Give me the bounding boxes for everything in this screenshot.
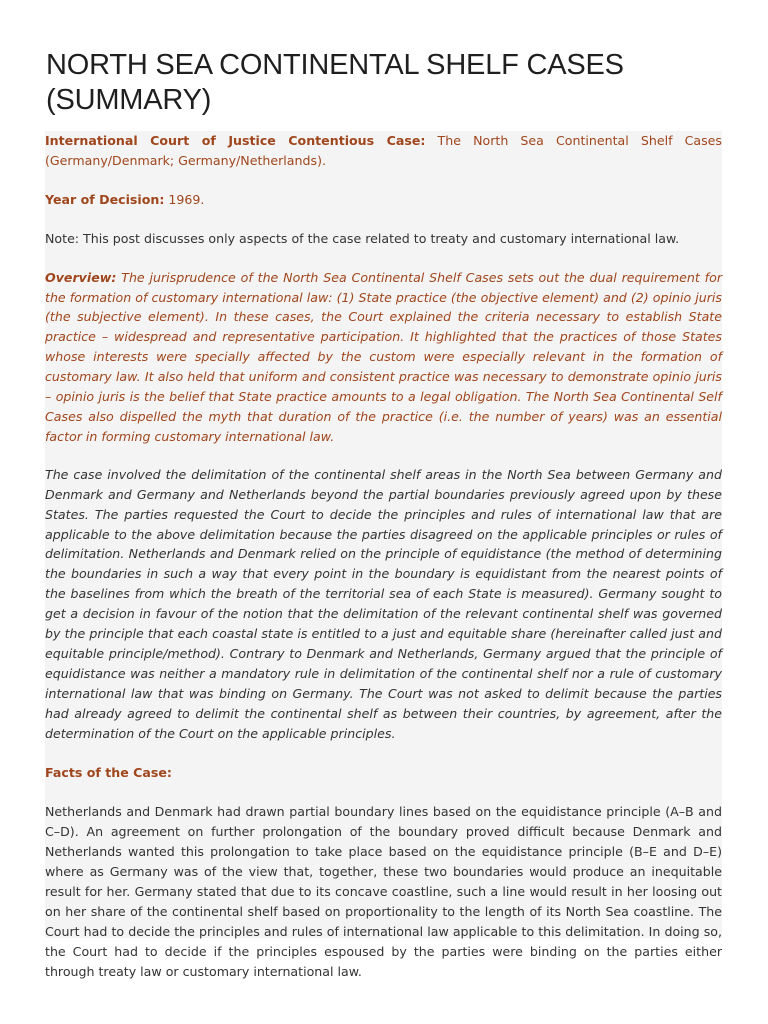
page-title: NORTH SEA CONTINENTAL SHELF CASES (SUMMARY) (46, 49, 624, 116)
year-text: 1969. (164, 191, 205, 207)
year-paragraph (45, 190, 722, 210)
court-label: International Court of Justice Contentious Case: (45, 133, 426, 148)
facts-heading: Facts of the Case: (45, 765, 172, 781)
facts-heading-paragraph (45, 763, 722, 783)
year-label: Year of Decision: (45, 191, 165, 207)
overview-paragraph (45, 268, 722, 447)
court-text: The North Sea Continental Shelf Cases (Germany/Denmark; Germany/Netherlands). (45, 133, 722, 168)
background-paragraph: The case involved the delimitation of the continental shelf areas in the North Sea between Germany and Denmark and Germany and Netherlands beyond the partial boundaries previously agreed upon by these States. The parties requested the Court to decide the principles and rules of international law that are applicable to the above delimitation because the parties disagreed on the applicable principles or rules of delimitation. Netherlands and Denmark relied on the principle of equidistance (the method of determining the boundaries in such a way that every point in the boundary is equidistant from the nearest points of the baselines from which the breath of the territorial sea of each State is measured). Germany sought to get a decision in favour of the notion that the delimitation of the relevant continental shelf was governed by the principle that each coastal state is entitled to a just and equitable share (hereinafter called just and equitable principle/method). Contrary to Denmark and Netherlands, Germany argued that the principle of equidistance was neither a mandatory rule in delimitation of the continental shelf nor a rule of customary international law that was binding on Germany. The Court was not asked to delimit because the parties had already agreed to delimit the continental shelf as between their countries, by agreement, after the determination of the Court on the applicable principles. (45, 466, 722, 741)
article-body (45, 131, 722, 979)
note-paragraph: Note: This post discusses only aspects of the case related to treaty and customary international law. (45, 230, 680, 246)
court-paragraph (45, 131, 722, 171)
overview-label: Overview: (45, 269, 117, 285)
overview-text: The jurisprudence of the North Sea Continental Shelf Cases sets out the dual requirement for the formation of customary international law: (1) State practice (the objective element) and (2) opinio juris (the subjective element). In these cases, the Court explained the criteria necessary to establish State practice – widespread and representative participation. It highlighted that the practices of those States whose interests were specially affected by the custom were especially relevant in the formation of customary law. It also held that uniform and consistent practice was necessary to demonstrate opinio juris – opinio juris is the belief that State practice amounts to a legal obligation. The North Sea Continental Self Cases also dispelled the myth that duration of the practice (i.e. the number of years) was an essential factor in forming customary international law. (45, 269, 722, 444)
facts-paragraph: Netherlands and Denmark had drawn partial boundary lines based on the equidistance principle (A–B and C–D). An agreement on further prolongation of the boundary proved difficult because Denmark and Netherlands wanted this prolongation to take place based on the equidistance principle (B–E and D–E) where as Germany was of the view that, together, these two boundaries would produce an inequitable result for her. Germany stated that due to its concave coastline, such a line would result in her loosing out on her share of the continental shelf based on proportionality to the length of its North Sea coastline. The Court had to decide the principles and rules of international law applicable to this delimitation. In doing so, the Court had to decide if the principles espoused by the parties were binding on the parties either through treaty law or customary international law. (45, 804, 722, 979)
